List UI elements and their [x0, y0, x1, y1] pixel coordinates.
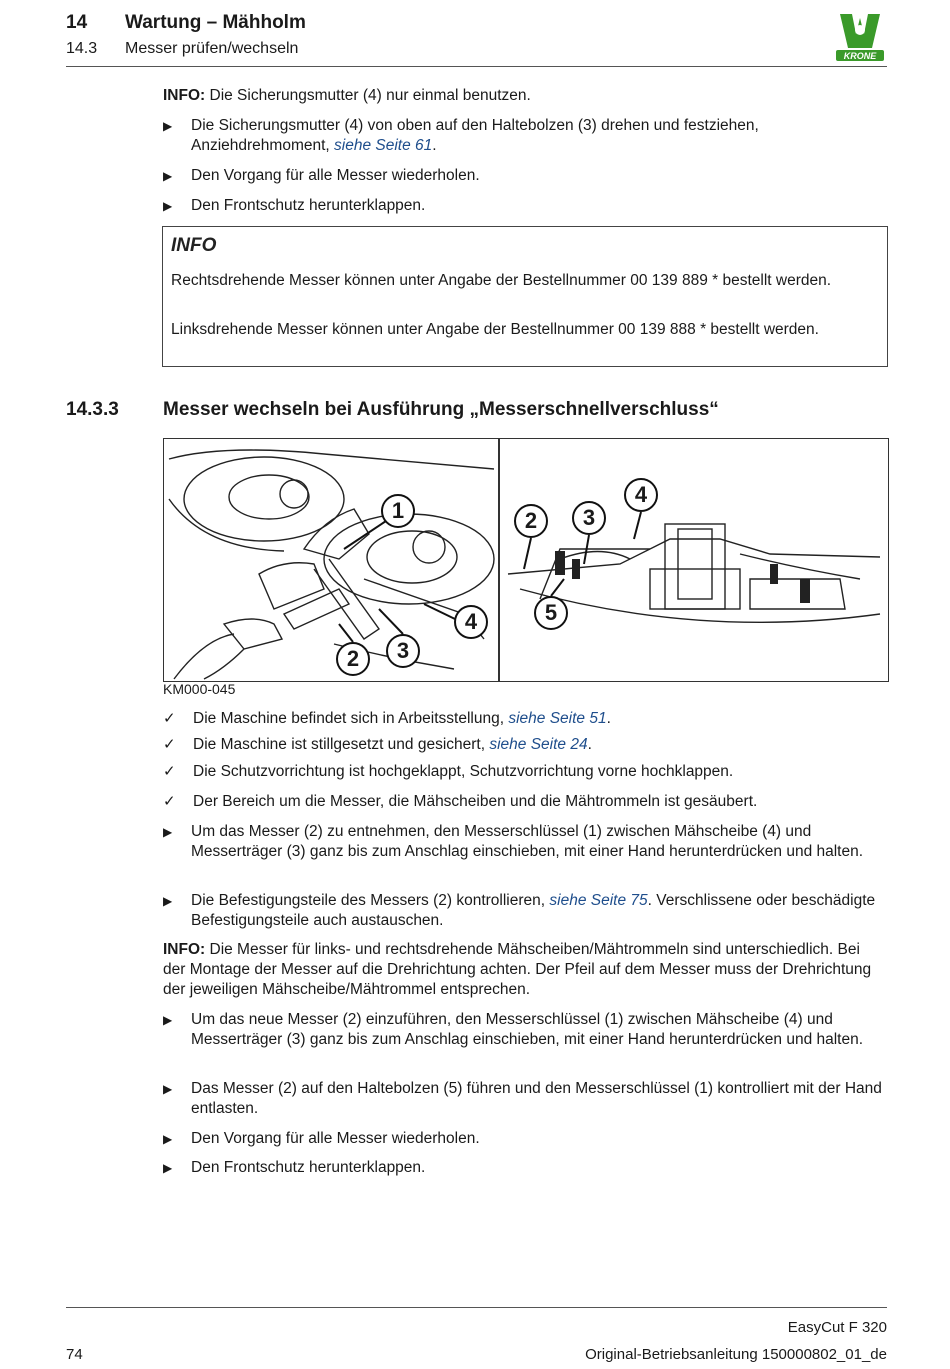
checkmark-icon: ✓ — [163, 736, 176, 753]
precondition-item: ✓ Die Schutzvorrichtung ist hochgeklappt, Schutzvorrichtung vorne hochklappen. — [163, 763, 734, 780]
page-number: 74 — [66, 1346, 83, 1363]
section-number: 14.3 — [66, 40, 98, 57]
step-bullet-icon: ▶ — [163, 199, 173, 213]
product-name: EasyCut F 320 — [787, 1319, 887, 1336]
step-bullet-icon: ▶ — [163, 169, 173, 183]
chapter-heading — [66, 12, 306, 34]
figure-left-illustration — [164, 439, 498, 681]
step: ▶ Den Vorgang für alle Messer wiederholen. — [163, 1130, 480, 1147]
callout-label: 2 — [346, 646, 360, 671]
callout-label: 4 — [634, 482, 648, 507]
section-title: Messer prüfen/wechseln — [125, 40, 299, 57]
step-bullet-icon: ▶ — [163, 825, 173, 839]
checkmark-icon: ✓ — [163, 793, 176, 810]
callout-label: 3 — [582, 505, 596, 530]
step-bullet-icon: ▶ — [163, 1082, 173, 1096]
callout-label: 1 — [391, 498, 405, 523]
step-bullet-icon: ▶ — [163, 1132, 173, 1146]
page-link[interactable]: siehe Seite 61 — [334, 137, 433, 154]
info-box-title: INFO — [171, 235, 217, 256]
info-box — [162, 226, 888, 367]
page-link[interactable]: siehe Seite 51 — [508, 710, 607, 727]
step: ▶ Den Frontschutz herunterklappen. — [163, 1159, 426, 1176]
callout-label: 5 — [544, 600, 558, 625]
step: ▶ Das Messer (2) auf den Haltebolzen (5) führen und den Messerschlüssel (1) kontrolliert mit der Hand entlasten. — [163, 1080, 882, 1117]
figure — [163, 438, 889, 682]
step-bullet-icon: ▶ — [163, 1161, 173, 1175]
page-link[interactable]: siehe Seite 75 — [549, 892, 648, 909]
precondition-item: ✓ Der Bereich um die Messer, die Mähscheiben und die Mähtrommeln ist gesäubert. — [163, 793, 758, 810]
chapter-title: Wartung – Mähholm — [125, 12, 306, 33]
step-bullet-icon: ▶ — [163, 119, 173, 133]
step: ▶ Die Sicherungsmutter (4) von oben auf den Haltebolzen (3) drehen und festziehen, Anziehdrehmoment, siehe Seite 61. — [163, 117, 759, 154]
callout-label: 2 — [524, 508, 538, 533]
step: ▶ Den Vorgang für alle Messer wiederholen. — [163, 167, 480, 184]
step: ▶ Um das Messer (2) zu entnehmen, den Messerschlüssel (1) zwischen Mähscheibe (4) und Messerträger (3) ganz bis zum Anschlag einschieben, mit einer Hand herunterdrücken und halten. — [163, 823, 864, 860]
krone-logo — [832, 8, 888, 64]
precondition-item: ✓ Die Maschine ist stillgesetzt und gesichert, siehe Seite 24. — [163, 736, 592, 753]
checkmark-icon: ✓ — [163, 710, 176, 727]
chapter-number: 14 — [66, 12, 88, 33]
figure-right-illustration — [500, 439, 888, 681]
footer-divider — [66, 1307, 887, 1308]
callout-label: 3 — [396, 638, 410, 663]
header-divider — [66, 66, 887, 67]
page-link[interactable]: siehe Seite 24 — [489, 736, 588, 753]
section-heading — [66, 40, 299, 58]
callout-label: 4 — [464, 609, 478, 634]
step: ▶ Um das neue Messer (2) einzuführen, den Messerschlüssel (1) zwischen Mähscheibe (4) und Messerträger (3) ganz bis zum Anschlag einschieben, mit einer Hand herunterdrücken und halten. — [163, 1011, 864, 1048]
subsection-number: 14.3.3 — [66, 399, 119, 420]
step: ▶ Die Befestigungsteile des Messers (2) kontrollieren, siehe Seite 75. Verschlissene oder beschädigte Befestigungsteile auch austauschen. — [163, 892, 876, 929]
step: ▶ Den Frontschutz herunterklappen. — [163, 197, 426, 214]
info-box-text: Linksdrehende Messer können unter Angabe der Bestellnummer 00 139 888 * bestellt werden. — [171, 321, 819, 338]
logo-text: KRONE — [843, 51, 877, 61]
step-bullet-icon: ▶ — [163, 894, 173, 908]
checkmark-icon: ✓ — [163, 763, 176, 780]
figure-label: KM000-045 — [163, 681, 236, 697]
document-id: Original-Betriebsanleitung 150000802_01_de — [585, 1346, 887, 1363]
precondition-item: ✓ Die Maschine befindet sich in Arbeitsstellung, siehe Seite 51. — [163, 710, 611, 727]
info-note: INFO: Die Sicherungsmutter (4) nur einmal benutzen. — [163, 87, 531, 104]
info-box-text: Rechtsdrehende Messer können unter Angabe der Bestellnummer 00 139 889 * bestellt werden. — [171, 272, 832, 289]
step-bullet-icon: ▶ — [163, 1013, 173, 1027]
subsection-title: Messer wechseln bei Ausführung „Messerschnellverschluss“ — [163, 399, 719, 420]
info-note: INFO: Die Messer für links- und rechtsdrehende Mähscheiben/Mähtrommeln sind unterschiedlich. Bei der Montage der Messer auf die Drehrichtung achten. Der Pfeil auf dem Messer muss der Drehrichtung der jeweiligen Mähscheibe/Mähtrommel entsprechen. — [163, 941, 872, 998]
